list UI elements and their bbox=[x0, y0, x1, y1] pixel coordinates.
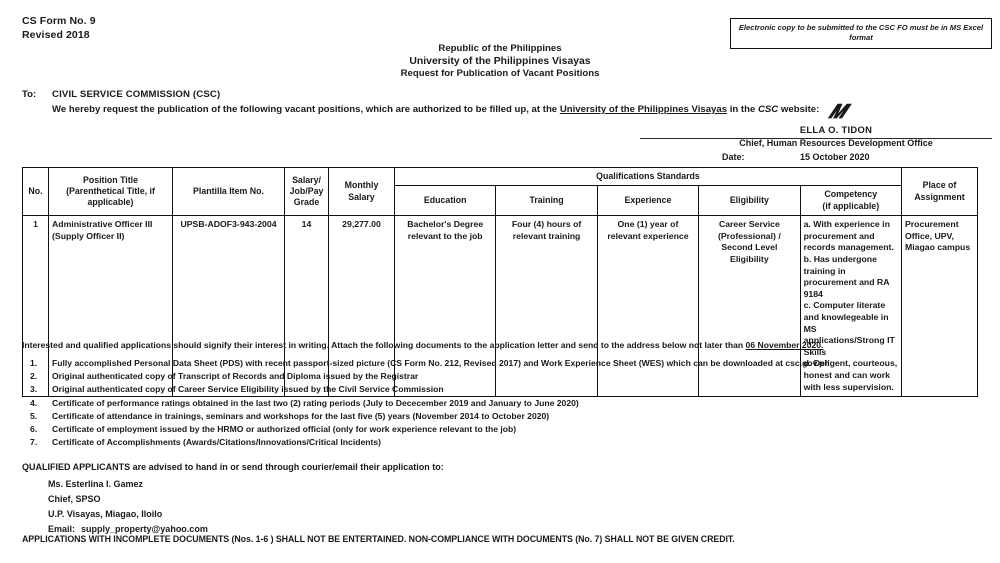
list-item-number: 4. bbox=[30, 397, 38, 408]
date-label: Date: bbox=[722, 152, 745, 162]
header-eligibility: Eligibility bbox=[699, 186, 800, 216]
list-item-number: 3. bbox=[30, 384, 38, 395]
header-position-title-main: Position Title bbox=[82, 174, 139, 185]
cell-position-title-sub: (Supply Officer II) bbox=[52, 230, 125, 241]
cell-grade: 14 bbox=[285, 216, 329, 397]
form-number: CS Form No. 9 bbox=[22, 15, 96, 27]
header-education: Education bbox=[395, 186, 496, 216]
header-place-l2: Assignment bbox=[914, 191, 965, 202]
contact-position: Chief, SPSO bbox=[48, 494, 101, 504]
contact-address: U.P. Visayas, Miagao, Iloilo bbox=[48, 509, 163, 519]
competency-item: b. Has undergone training in procurement and RA 9184 bbox=[803, 254, 890, 299]
handwritten-signature-icon: 𝑴 bbox=[826, 102, 846, 123]
signature-divider bbox=[640, 138, 992, 139]
header-grade-l2: Job/Pay bbox=[289, 185, 324, 196]
list-item bbox=[30, 423, 970, 436]
cell-experience: One (1) year of relevant experience bbox=[597, 216, 698, 397]
application-deadline: 06 November 2020. bbox=[745, 340, 824, 350]
list-item-text: Certificate of employment issued by the HRMO or authorized official (only for work experience relevant to the job) bbox=[52, 424, 517, 435]
electronic-copy-notice-text: Electronic copy to be submitted to the CSC FO must be in MS Excel format bbox=[738, 23, 984, 42]
list-item-text: Original authenticated copy of Transcript of Records and Diploma issued by the Registrar bbox=[52, 371, 419, 382]
list-item bbox=[30, 357, 970, 370]
header-qualifications-standards: Qualifications Standards bbox=[395, 168, 902, 186]
table-head bbox=[23, 168, 978, 216]
list-item-text: Certificate of performance ratings obtained in the last two (2) rating periods (July to Dececember 2019 and January to June 2020) bbox=[52, 397, 579, 408]
header-competency bbox=[800, 186, 901, 216]
header-experience: Experience bbox=[597, 186, 698, 216]
request-statement-mid: in the bbox=[727, 104, 758, 115]
request-csc: CSC bbox=[757, 104, 779, 115]
cell-training: Four (4) hours of relevant training bbox=[496, 216, 597, 397]
list-item-text: Certificate of attendance in trainings, seminars and workshops for the last five (5) years (November 2014 to October 2020) bbox=[52, 410, 550, 421]
header-place-of-assignment bbox=[902, 168, 978, 216]
cell-position-title-main: Administrative Officer III bbox=[52, 219, 153, 230]
cell-plantilla: UPSB-ADOF3-943-2004 bbox=[173, 216, 285, 397]
cell-education: Bachelor's Degree relevant to the job bbox=[395, 216, 496, 397]
list-item-number: 1. bbox=[30, 358, 38, 368]
form-revision: Revised 2018 bbox=[22, 29, 90, 41]
to-label: To: bbox=[22, 89, 37, 100]
header-monthly-salary bbox=[329, 168, 395, 216]
list-item-text: Fully accomplished Personal Data Sheet (PDS) with recent passport-sized picture (CS Form No. 212, Revised 2017) and Work Experience Sheet (WES) which can be downloaded at csc.gov.ph bbox=[52, 358, 830, 368]
header-no: No. bbox=[23, 168, 49, 216]
list-item bbox=[30, 370, 970, 383]
date-value: 15 October 2020 bbox=[800, 152, 870, 162]
contact-name: Ms. Esterlina I. Gamez bbox=[48, 479, 144, 489]
competency-item: a. With experience in procurement and records management. bbox=[803, 219, 894, 253]
list-item-number: 2. bbox=[30, 371, 38, 382]
list-item-text: Original authenticated copy of Career Service Eligibility issued by the Civil Service Commission bbox=[52, 384, 444, 395]
cell-no: 1 bbox=[23, 216, 49, 397]
competency-item: d. Deligent, courteous, honest and can work with less supervision. bbox=[803, 358, 898, 392]
table-header-row-1 bbox=[23, 168, 978, 186]
header-grade-l1: Salary/ bbox=[292, 174, 321, 185]
contact-email[interactable]: supply_property@yahoo.com bbox=[81, 524, 208, 534]
form-identifier bbox=[22, 14, 96, 42]
cell-eligibility: Career Service (Professional) / Second Level Eligibility bbox=[699, 216, 800, 397]
header-plantilla: Plantilla Item No. bbox=[173, 168, 285, 216]
qualified-applicants-note: QUALIFIED APPLICANTS are advised to hand in or send through courier/email their application to: bbox=[22, 462, 444, 472]
competency-item: c. Computer literate and knowlegeable in MS applications/Strong IT Skills bbox=[803, 300, 895, 357]
list-item bbox=[30, 383, 970, 396]
list-item bbox=[30, 397, 970, 410]
incomplete-documents-warning: APPLICATIONS WITH INCOMPLETE DOCUMENTS (Nos. 1-6 ) SHALL NOT BE ENTERTAINED. NON-COMPLIANCE WITH DOCUMENTS (No. 7) SHALL NOT BE GIVEN CREDIT. bbox=[22, 534, 735, 544]
list-item-number: 6. bbox=[30, 424, 38, 435]
list-item-number: 7. bbox=[30, 437, 38, 448]
list-item bbox=[30, 410, 970, 423]
list-item-text: Certificate of Accomplishments (Awards/Citations/Innovations/Critical Incidents) bbox=[52, 437, 382, 448]
header-monthly-salary-l2: Salary bbox=[348, 191, 375, 202]
heading-subtitle: Request for Publication of Vacant Positions bbox=[400, 68, 600, 80]
list-item bbox=[30, 436, 970, 449]
contact-email-label: Email: bbox=[48, 524, 76, 534]
cell-place-of-assignment: Procurement Office, UPV, Miagao campus bbox=[902, 216, 978, 397]
application-instructions-text: Interested and qualified applications should signify their interest in writing. Attach the following documents to the application letter and send to the address below not later than bbox=[22, 340, 746, 350]
header-position-title bbox=[49, 168, 173, 216]
heading-republic: Republic of the Philippines bbox=[438, 43, 562, 54]
to-agency: CIVIL SERVICE COMMISSION (CSC) bbox=[52, 89, 221, 100]
required-documents-list bbox=[30, 357, 970, 449]
signatory-name: ELLA O. TIDON bbox=[799, 124, 873, 135]
header-grade-l3: Grade bbox=[293, 197, 320, 208]
header-monthly-salary-l1: Monthly bbox=[344, 180, 379, 191]
request-statement-post: website: bbox=[778, 104, 820, 115]
document-heading bbox=[0, 43, 1000, 81]
contact-block bbox=[48, 477, 208, 537]
signatory-title: Chief, Human Resources Development Office bbox=[739, 138, 933, 148]
header-place-l1: Place of bbox=[922, 180, 957, 191]
header-grade bbox=[285, 168, 329, 216]
header-competency-sub: (if applicable) bbox=[822, 200, 880, 211]
header-position-title-sub: (Parenthetical Title, if applicable) bbox=[66, 185, 155, 208]
signature-block bbox=[686, 104, 986, 163]
cell-monthly-salary: 29,277.00 bbox=[329, 216, 395, 397]
request-university: University of the Philippines Visayas bbox=[559, 104, 728, 115]
application-instructions bbox=[22, 339, 932, 351]
header-training: Training bbox=[496, 186, 597, 216]
heading-university: University of the Philippines Visayas bbox=[409, 55, 591, 67]
signature-date bbox=[686, 149, 986, 163]
header-competency-main: Competency bbox=[824, 189, 878, 200]
request-statement-pre: We hereby request the publication of the following vacant positions, which are authorized to be filled up, at the bbox=[52, 104, 560, 115]
list-item-number: 5. bbox=[30, 410, 38, 421]
